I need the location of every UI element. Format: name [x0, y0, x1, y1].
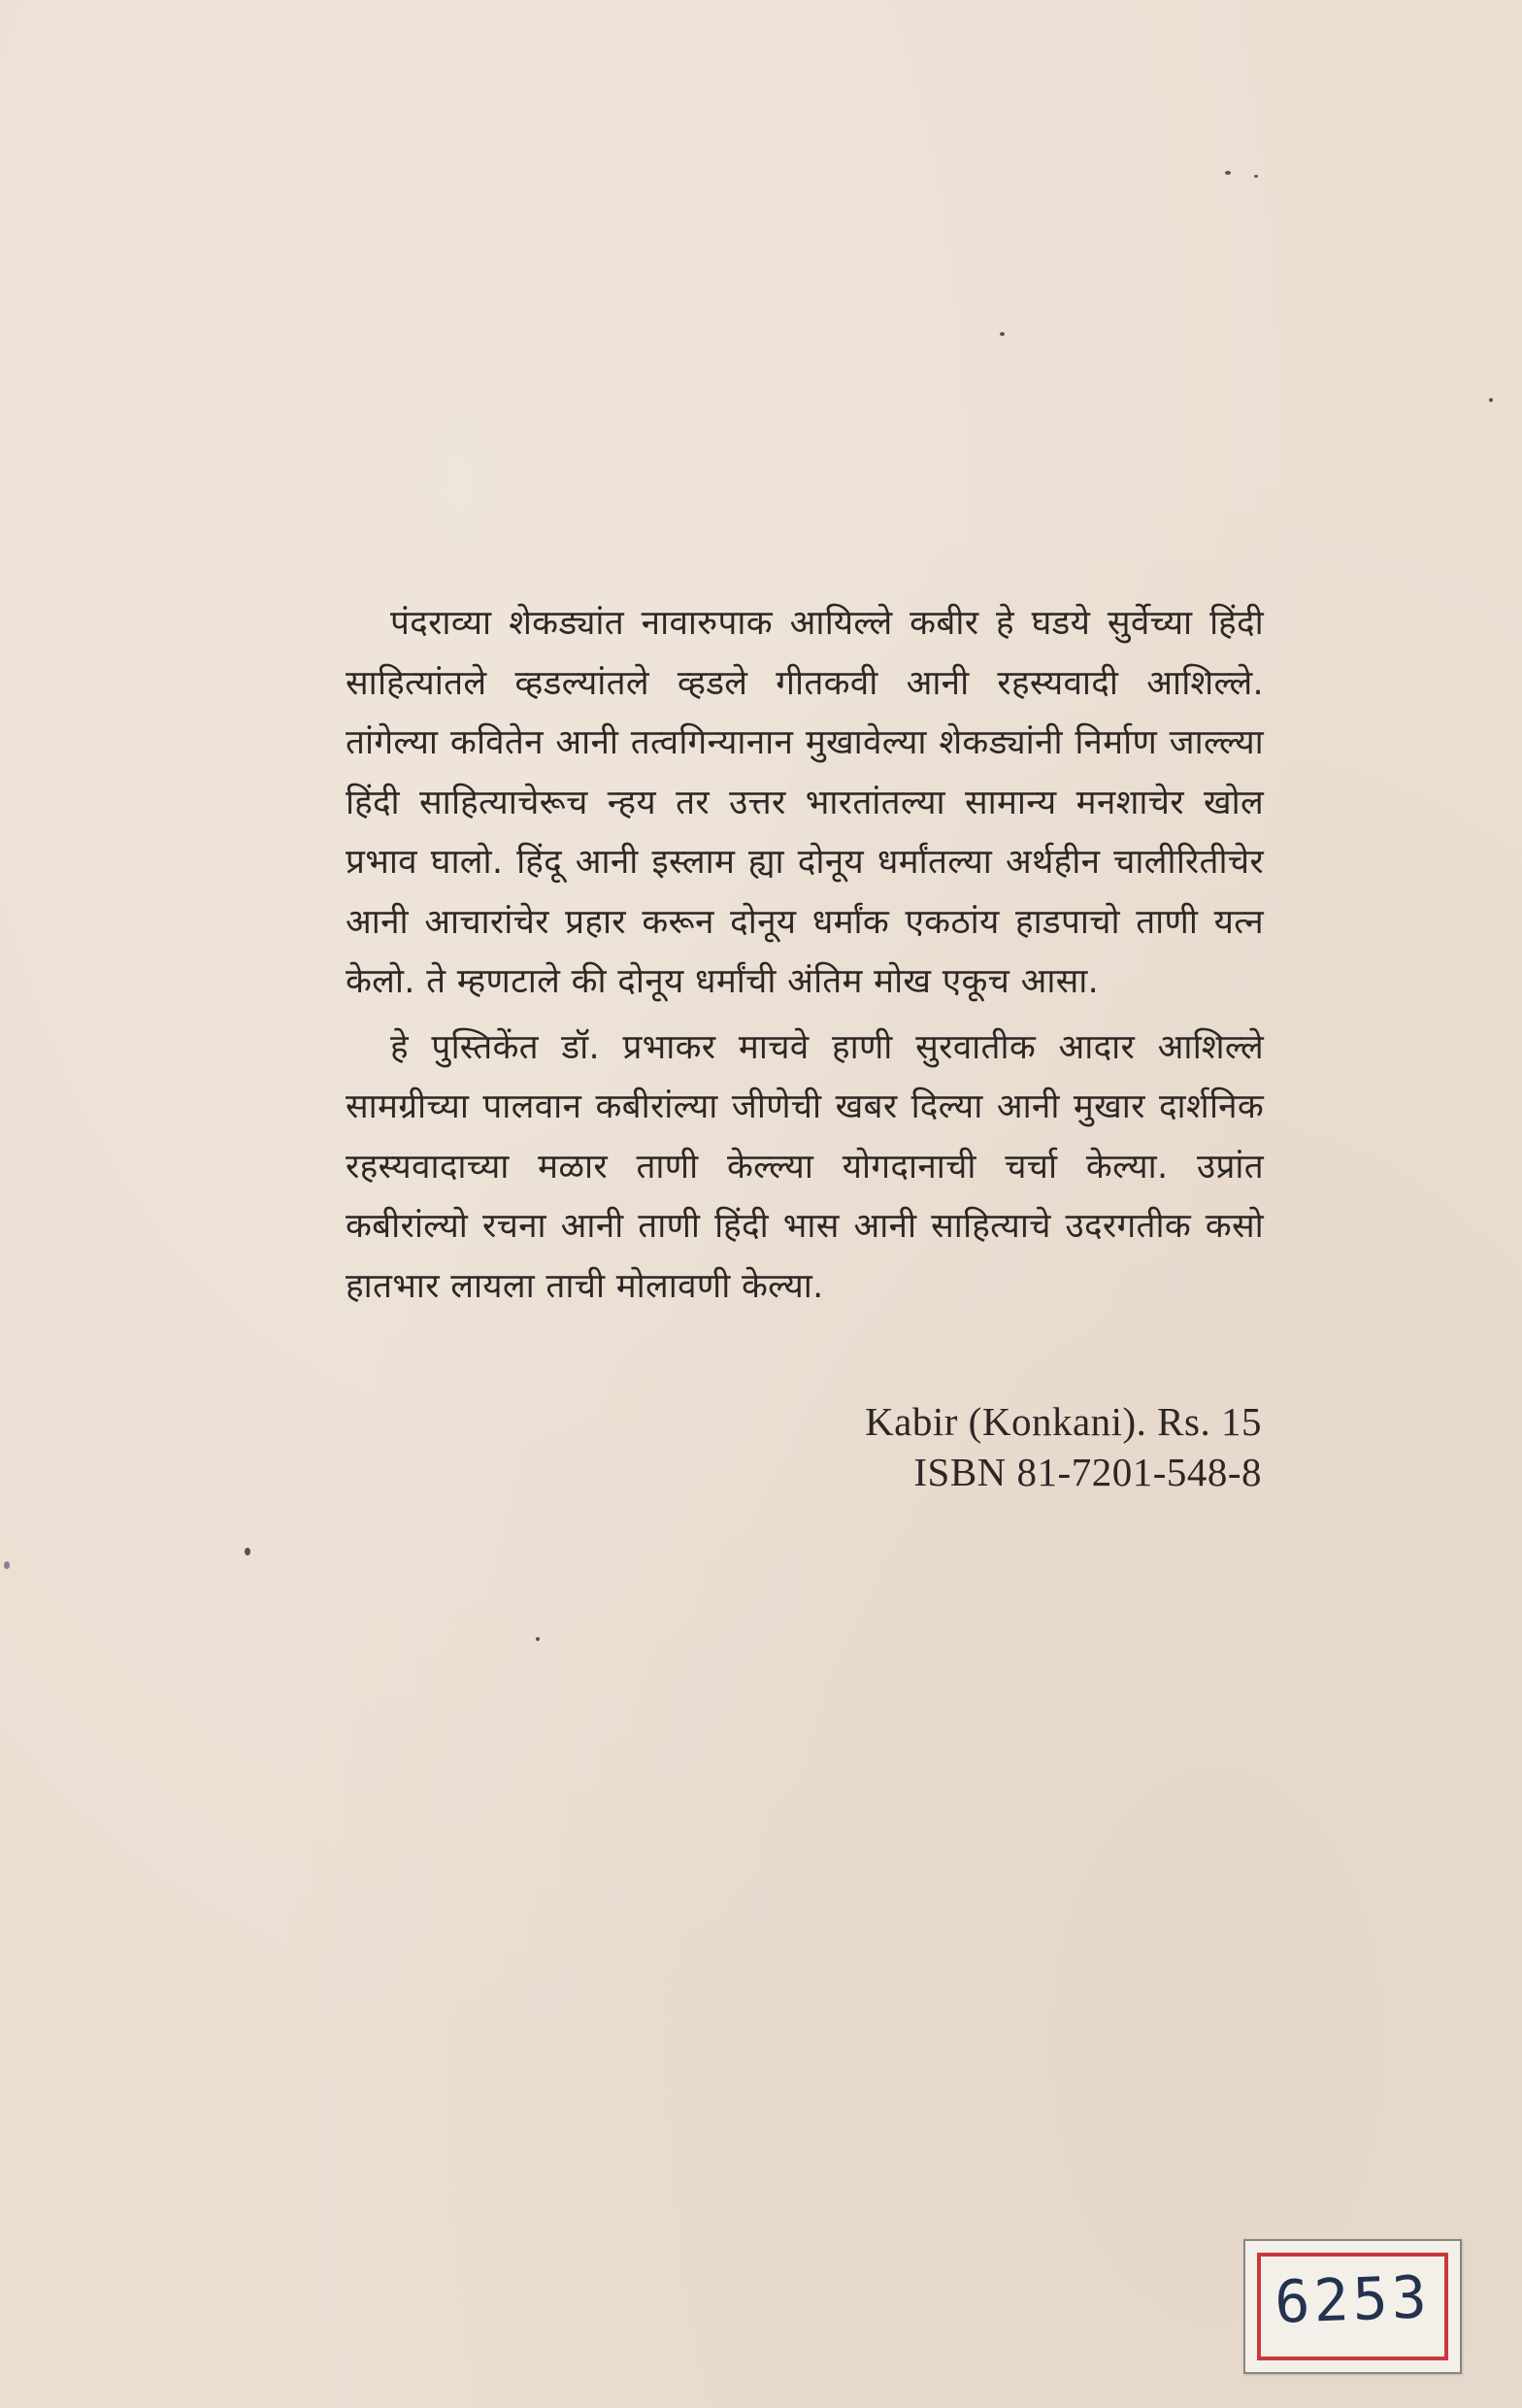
blurb-paragraph-2: हे पुस्तिकेंत डॉ. प्रभाकर माचवे हाणी सुरवातीक आदार आशिल्ले सामग्रीच्या पालवान कबीरांल्या जीणेची खबर दिल्या आनी मुखार दार्शनिक रहस्यवादाच्या मळार ताणी केल्ल्या योगदानाची चर्चा केल्या. उप्रांत कबीरांल्यो रचना आनी ताणी हिंदी भास आनी साहित्याचे उदरगतीक कसो हातभार लायला ताची मोलावणी केल्या. [346, 1027, 1264, 1306]
library-stamp [1243, 2239, 1462, 2374]
stamp-number: 6253 [1274, 2263, 1432, 2337]
title-price-line: Kabir (Konkani). Rs. 15 [865, 1399, 1262, 1444]
imprint [865, 1396, 1262, 1497]
paper-speck [245, 1548, 250, 1555]
blurb-text [346, 594, 1264, 1317]
paper-speck [1254, 175, 1258, 178]
isbn-line: ISBN 81-7201-548-8 [913, 1450, 1262, 1494]
paper-speck [4, 1561, 10, 1569]
blurb-paragraph-1: पंदराव्या शेकड्यांत नावारुपाक आयिल्ले कबीर हे घडये सुर्वेच्या हिंदी साहित्यांतले व्हडल्यांतले व्हडले गीतकवी आनी रहस्यवादी आशिल्ले. तांगेल्या कवितेन आनी तत्वगिन्यानान मुखावेल्या शेकड्यांनी निर्माण जाल्ल्या हिंदी साहित्याचेरूच न्हय तर उत्तर भारतांतल्या सामान्य मनशाचेर खोल प्रभाव घालो. हिंदू आनी इस्लाम ह्या दोनूय धर्मांतल्या अर्थहीन चालीरितीचेर आनी आचारांचेर प्रहार करून दोनूय धर्मांक एकठांय हाडपाचो ताणी यत्न केलो. ते म्हणटाले की दोनूय धर्मांची अंतिम मोख एकूच आसा. [346, 604, 1264, 1001]
stamp-border [1257, 2253, 1448, 2360]
paper-speck [1489, 398, 1493, 402]
paper-speck [536, 1637, 540, 1641]
paper-speck [1000, 332, 1005, 336]
paper-speck [1225, 171, 1231, 175]
